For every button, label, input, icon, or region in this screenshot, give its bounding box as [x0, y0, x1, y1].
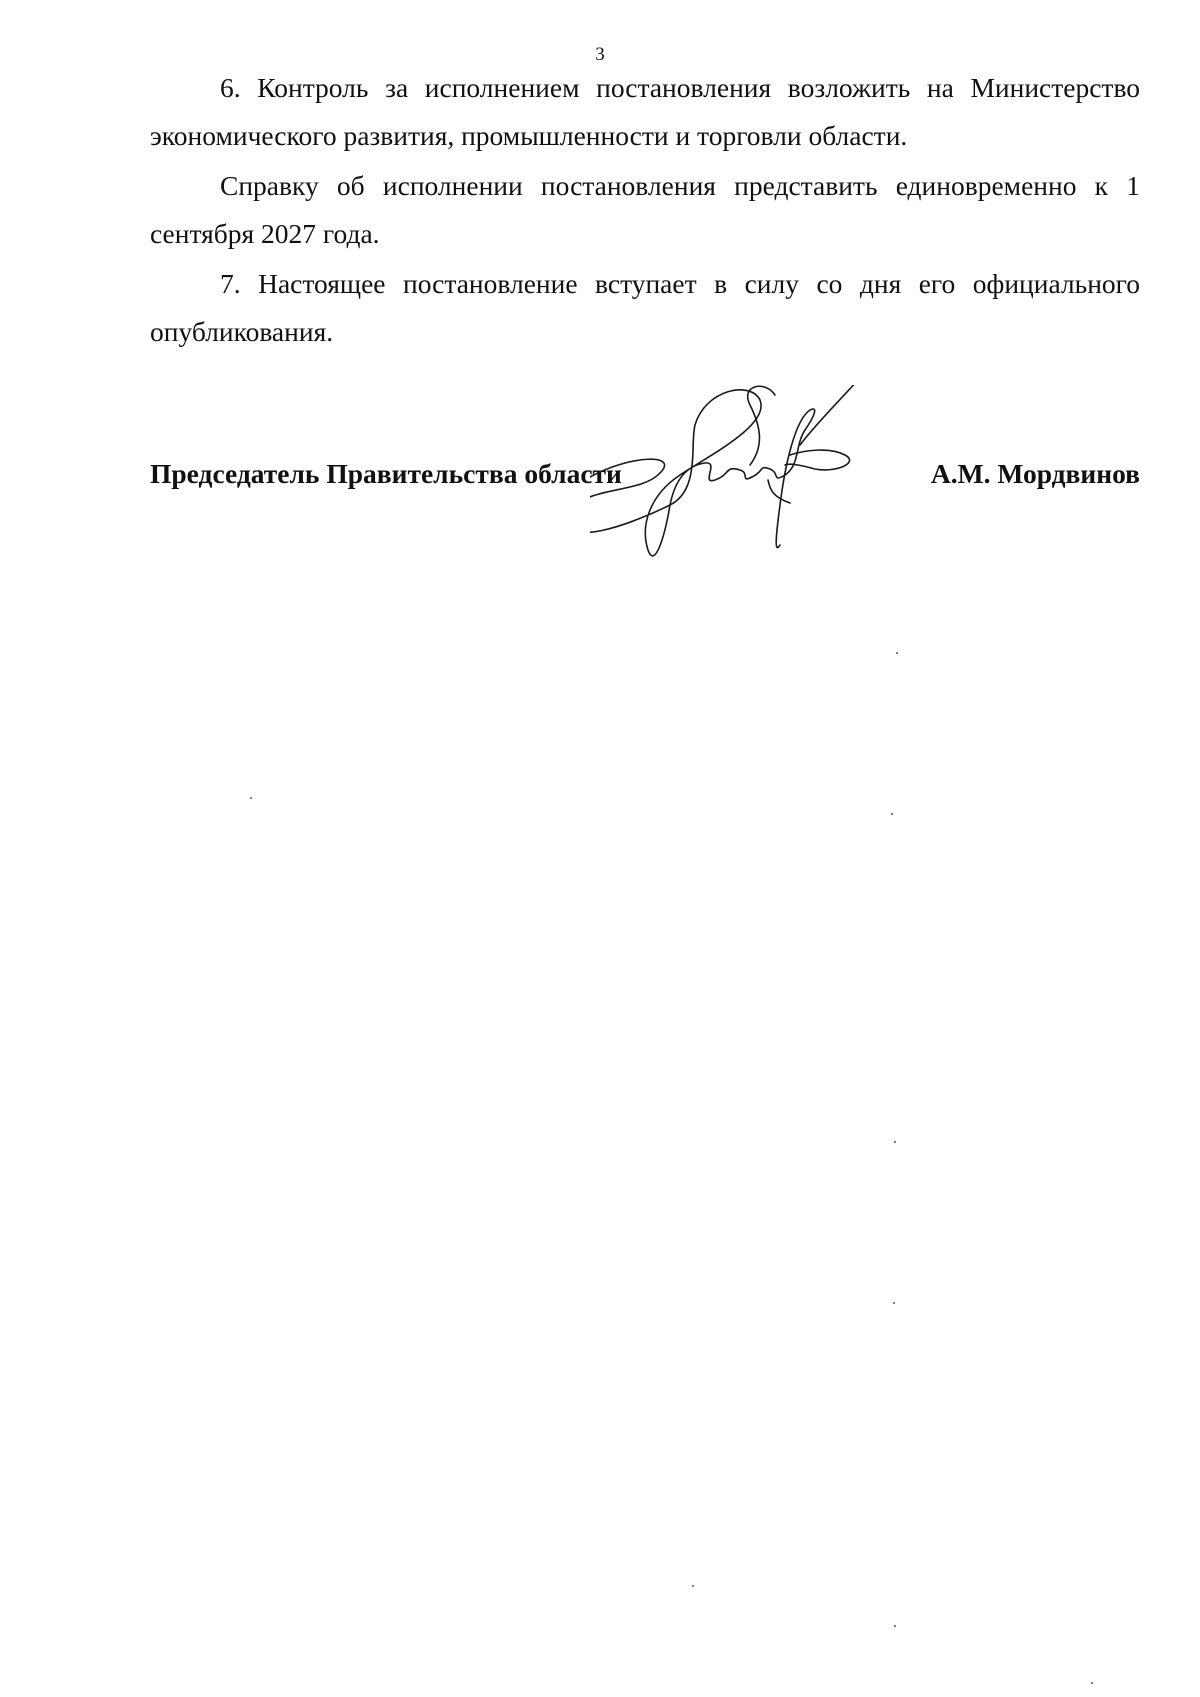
scan-speck [1091, 1682, 1093, 1684]
document-body [150, 64, 1140, 358]
signature-stroke-tail [768, 480, 790, 503]
signatory-position: Председатель Правительства области [150, 458, 622, 489]
handwritten-signature [590, 385, 940, 585]
scan-speck [692, 1585, 694, 1587]
signature-stroke-main [590, 390, 815, 556]
scan-speck [894, 1625, 896, 1627]
paragraph-report: Справку об исполнении постановления представить единовременно к 1 сентября 2027 года. [150, 170, 1140, 249]
scan-speck [891, 813, 893, 815]
page-number: 3 [595, 44, 605, 65]
scan-speck [250, 797, 252, 799]
scan-speck [896, 652, 898, 654]
scan-speck [893, 1302, 895, 1304]
paragraph-control: 6. Контроль за исполнением постановления возложить на Министерство экономического развития, промышленности и торговли области. [150, 72, 1140, 151]
scan-speck [894, 1141, 896, 1143]
signature-stroke-cross [800, 385, 858, 445]
paragraph-effective-date: 7. Настоящее постановление вступает в силу со дня его официального опубликования. [150, 268, 1140, 347]
signatory-name: А.М. Мордвинов [930, 458, 1140, 489]
